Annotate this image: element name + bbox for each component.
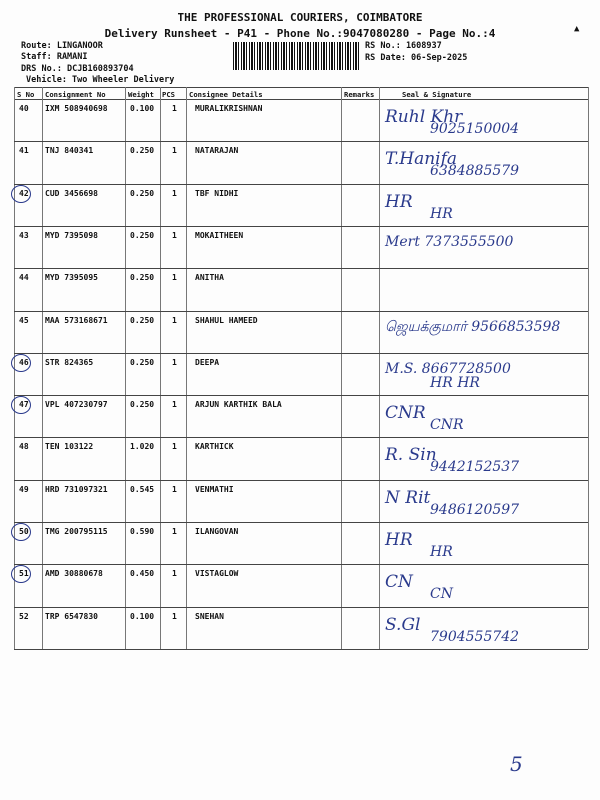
row-signature: ஜெயக்குமார் 9566853598 <box>385 318 561 335</box>
row-signature-extra: 7904555742 <box>430 628 520 645</box>
row-pcs: 1 <box>172 104 177 113</box>
row-signature-extra: HR <box>430 205 453 222</box>
col-consignment: Consignment No <box>45 90 106 99</box>
row-pcs: 1 <box>172 527 177 536</box>
row-signature: R. Sin <box>385 445 437 466</box>
row-consignment: STR 824365 <box>45 357 94 367</box>
row-weight: 0.450 <box>130 569 155 579</box>
row-pcs: 1 <box>172 442 177 452</box>
row-sno: 40 <box>19 104 29 113</box>
row-sno: 47 <box>19 400 29 410</box>
row-pcs: 1 <box>172 569 177 579</box>
row-signature: M.S. 8667728500 <box>385 360 511 377</box>
rs-date: RS Date: 06-Sep-2025 <box>365 53 468 63</box>
row-signature-extra: 9442152537 <box>430 459 520 476</box>
row-signature-extra: 9486120597 <box>430 501 520 518</box>
row-sno: 45 <box>19 315 29 325</box>
row-signature-extra: 6384885579 <box>430 163 520 180</box>
row-consignment: AMD 30880678 <box>45 569 103 579</box>
row-consignee: ILANGOVAN <box>195 527 239 536</box>
row-consignee: TBF NIDHI <box>195 188 239 198</box>
row-consignee: VENMATHI <box>195 484 234 494</box>
row-consignee: MURALIKRISHNAN <box>195 104 263 113</box>
row-signature: N Rit <box>385 487 431 508</box>
row-signature: T.Hanifa <box>385 149 458 170</box>
row-sno: 51 <box>19 569 29 579</box>
sno-circle-mark <box>11 565 31 583</box>
row-sno: 43 <box>19 230 29 240</box>
sno-circle-mark <box>11 396 31 414</box>
row-pcs: 1 <box>172 357 177 367</box>
row-signature: HR <box>385 191 413 212</box>
row-weight: 0.250 <box>130 315 155 325</box>
row-consignment: TRP 6547830 <box>45 611 98 621</box>
corner-mark: ▲ <box>574 24 580 34</box>
row-signature-extra: CNR <box>430 417 464 434</box>
row-consignment: HRD 731097321 <box>45 484 108 494</box>
staff-label: Staff: RAMANI <box>21 52 88 62</box>
col-signature: Seal & Signature <box>402 90 472 99</box>
row-consignee: MOKAITHEEN <box>195 230 244 240</box>
row-signature: HR <box>385 530 413 550</box>
rs-number: RS No.: 1608937 <box>365 41 442 51</box>
row-consignee: KARTHICK <box>195 442 234 452</box>
row-consignment: MAA 573168671 <box>45 315 108 325</box>
col-consignee: Consignee Details <box>189 90 263 99</box>
row-consignment: TEN 103122 <box>45 442 94 452</box>
runsheet-title: Delivery Runsheet - P41 - Phone No.:9047080280 - Page No.:4 <box>104 27 496 40</box>
row-signature-extra: HR <box>430 544 453 560</box>
row-weight: 0.100 <box>130 104 155 113</box>
row-sno: 49 <box>19 484 29 494</box>
row-sno: 50 <box>19 527 29 536</box>
row-consignee: ARJUN KARTHIK BALA <box>195 400 282 410</box>
row-sno: 46 <box>19 357 29 367</box>
row-sno: 52 <box>19 611 29 621</box>
row-weight: 0.250 <box>130 357 155 367</box>
row-signature: Mert 7373555500 <box>385 233 514 250</box>
sno-circle-mark <box>11 185 31 203</box>
row-pcs: 1 <box>172 400 177 410</box>
row-pcs: 1 <box>172 611 177 621</box>
row-signature-extra: HR HR <box>430 374 480 391</box>
row-weight: 1.020 <box>130 442 155 452</box>
drs-label: DRS No.: DCJB160893704 <box>21 64 134 74</box>
row-pcs: 1 <box>172 315 177 325</box>
row-pcs: 1 <box>172 273 177 283</box>
row-pcs: 1 <box>172 188 177 198</box>
row-sno: 44 <box>19 273 29 283</box>
row-signature: S.Gl <box>385 614 421 635</box>
row-consignment: MYD 7395098 <box>45 230 98 240</box>
row-consignment: CUD 3456698 <box>45 188 98 198</box>
col-pcs: PCS <box>162 90 175 99</box>
row-consignment: TMG 200795115 <box>45 527 108 536</box>
row-weight: 0.250 <box>130 230 155 240</box>
route-label: Route: LINGANOOR <box>21 41 103 51</box>
row-weight: 0.545 <box>130 484 155 494</box>
col-sno: S No <box>17 90 35 99</box>
row-weight: 0.590 <box>130 527 155 536</box>
row-weight: 0.250 <box>130 400 155 410</box>
row-consignment: VPL 407230797 <box>45 400 108 410</box>
row-weight: 0.250 <box>130 146 155 156</box>
row-signature-extra: CN <box>430 586 453 603</box>
row-weight: 0.250 <box>130 273 155 283</box>
row-consignee: NATARAJAN <box>195 146 239 156</box>
row-signature: CNR <box>385 403 426 424</box>
row-weight: 0.100 <box>130 611 155 621</box>
row-sno: 41 <box>19 146 29 156</box>
row-signature: Ruhl Khr <box>385 107 463 127</box>
row-pcs: 1 <box>172 146 177 156</box>
row-consignment: TNJ 840341 <box>45 146 94 156</box>
col-remarks: Remarks <box>344 90 375 99</box>
row-consignee: SHAHUL HAMEED <box>195 315 258 325</box>
row-sno: 42 <box>19 188 29 198</box>
vehicle-label: Vehicle: Two Wheeler Delivery <box>26 75 175 85</box>
page-mark: 5 <box>510 752 523 776</box>
sno-circle-mark <box>11 523 31 541</box>
row-consignee: DEEPA <box>195 357 220 367</box>
col-weight: Weight <box>128 90 154 99</box>
row-pcs: 1 <box>172 484 177 494</box>
sno-circle-mark <box>11 354 31 372</box>
company-title: THE PROFESSIONAL COURIERS, COIMBATORE <box>177 11 423 24</box>
row-consignee: VISTAGLOW <box>195 569 239 579</box>
barcode <box>233 42 360 70</box>
row-weight: 0.250 <box>130 188 155 198</box>
row-consignee: SNEHAN <box>195 611 224 621</box>
row-pcs: 1 <box>172 230 177 240</box>
row-consignment: MYD 7395095 <box>45 273 98 283</box>
row-signature: CN <box>385 572 413 593</box>
row-sno: 48 <box>19 442 29 452</box>
row-consignment: IXM 508940698 <box>45 104 108 113</box>
row-signature-extra: 9025150004 <box>430 121 520 137</box>
row-consignee: ANITHA <box>195 273 224 283</box>
